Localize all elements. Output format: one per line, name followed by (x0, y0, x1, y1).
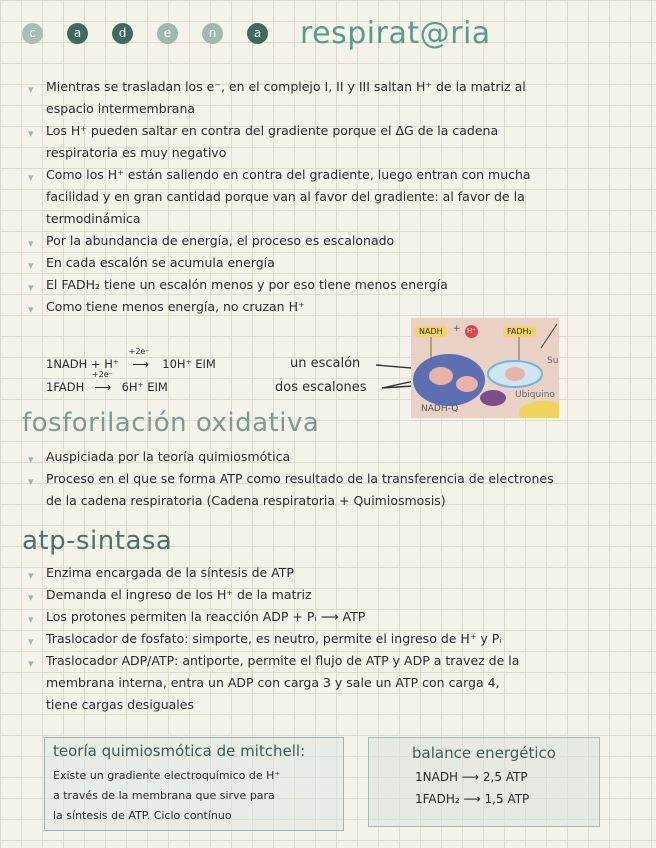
mitchell-box-line: la síntesis de ATP. Ciclo contínuo (53, 809, 232, 822)
bullet-chevron-icon: ▾ (28, 569, 34, 582)
bullet-chevron-icon: ▾ (28, 475, 34, 488)
figure-nadh-label: NADH (415, 326, 447, 337)
list-item: ▾ Como tiene menos energía, no cruzan H⁺ (24, 296, 634, 318)
list-item: ▾ Enzima encargada de la síntesis de ATP (24, 562, 634, 584)
list-item: ▾ Auspiciada por la teoría quimiosmótica (24, 446, 634, 468)
list-item: ▾ Traslocador ADP/ATP: antiporte, permite el flujo de ATP y ADP a travez de la (24, 650, 634, 672)
bullet-chevron-icon: ▾ (28, 453, 34, 466)
list-item: ▾ Por la abundancia de energía, el proceso es escalonado (24, 230, 634, 252)
list-item-continuation: de la cadena respiratoria (Cadena respiratoria + Quimiosmosis) (46, 493, 446, 508)
bullet-chevron-icon: ▾ (28, 635, 34, 648)
letter-circle-c: c (22, 23, 43, 44)
bullet-chevron-icon: ▾ (28, 657, 34, 670)
list-item: ▾ Como los H⁺ están saliendo en contra del gradiente, luego entran con mucha (24, 164, 634, 186)
top-bullet-list (24, 76, 634, 318)
list-item: ▾ Traslocador de fosfato: simporte, es neutro, permite el ingreso de H⁺ y Pᵢ (24, 628, 634, 650)
figure-nadhq-label: NADH-Q (421, 404, 459, 414)
list-item: ▾ Los protones permiten la reacción ADP + Pᵢ ⟶ ATP (24, 606, 634, 628)
mitchell-theory-box (44, 737, 344, 831)
figure-plus: + (453, 324, 461, 334)
mitchell-box-title: teoría quimiosmótica de mitchell: (53, 742, 306, 760)
list-item: ▾ Demanda el ingreso de los H⁺ de la matriz (24, 584, 634, 606)
balance-box-title: balance energético (412, 744, 556, 762)
list-item: ▾ Proceso en el que se forma ATP como resultado de la transferencia de electrones (24, 468, 634, 490)
balance-nadh-line: 1NADH ⟶ 2,5 ATP (415, 770, 528, 784)
label-two-steps: dos escalones (275, 380, 367, 395)
energy-balance-box (368, 737, 600, 827)
formula-fadh: 1FADH +2e⁻ ⟶ 6H⁺ EIM (46, 370, 168, 394)
letter-circle-n: n (202, 23, 223, 44)
letter-circle-a2: a (247, 23, 268, 44)
list-item: ▾ En cada escalón se acumula energía (24, 252, 634, 274)
figure-su-label: Su (547, 356, 559, 366)
figure-proton-icon: H⁺ (465, 325, 478, 338)
section-title-atp-sintasa: atp-sintasa (22, 526, 173, 556)
balance-fadh2-line: 1FADH₂ ⟶ 1,5 ATP (415, 792, 530, 806)
letter-circle-d: d (112, 23, 133, 44)
title-row (22, 14, 491, 52)
list-item: ▾ Mientras se trasladan los e⁻, en el complejo I, II y III saltan H⁺ de la matriz al (24, 76, 634, 98)
section-title-fosforilacion: fosforilación oxidativa (22, 408, 320, 438)
bullet-chevron-icon: ▾ (28, 613, 34, 626)
bullet-chevron-icon: ▾ (28, 303, 34, 316)
atp-bullet-list (24, 562, 634, 716)
list-item-continuation: espacio intermembrana (46, 101, 196, 116)
list-item-continuation: respiratoria es muy negativo (46, 145, 227, 160)
list-item-continuation: membrana interna, entra un ADP con carga 3 y sale un ATP con carga 4, (46, 675, 500, 690)
bullet-chevron-icon: ▾ (28, 171, 34, 184)
figure-ubiquinone-label: Ubiquino (515, 390, 555, 400)
bullet-chevron-icon: ▾ (28, 259, 34, 272)
bullet-chevron-icon: ▾ (28, 127, 34, 140)
letter-circle-e: e (157, 23, 178, 44)
list-item-continuation: facilidad y en gran cantidad porque van al favor del gradiente: al favor de la (46, 189, 525, 204)
label-one-step: un escalón (290, 356, 361, 371)
fosforilacion-bullet-list (24, 446, 634, 512)
letter-circle-a: a (67, 23, 88, 44)
list-item: ▾ Los H⁺ pueden saltar en contra del gradiente porque el ΔG de la cadena (24, 120, 634, 142)
list-item-continuation: termodinámica (46, 211, 141, 226)
electron-chain-figure (411, 318, 559, 418)
bullet-chevron-icon: ▾ (28, 237, 34, 250)
page-title: respirat@ria (300, 15, 491, 51)
bullet-chevron-icon: ▾ (28, 591, 34, 604)
mitchell-box-line: a través de la membrana que sirve para (53, 789, 275, 802)
mitchell-box-line: Existe un gradiente electroquímico de H⁺ (53, 769, 281, 782)
bullet-chevron-icon: ▾ (28, 281, 34, 294)
formula-nadh: 1NADH + H⁺ +2e⁻ ⟶ 10H⁺ EIM (46, 347, 216, 371)
figure-fadh2-label: FADH₂ (503, 326, 536, 337)
bullet-chevron-icon: ▾ (28, 83, 34, 96)
list-item-continuation: tiene cargas desiguales (46, 697, 194, 712)
list-item: ▾ El FADH₂ tiene un escalón menos y por eso tiene menos energía (24, 274, 634, 296)
